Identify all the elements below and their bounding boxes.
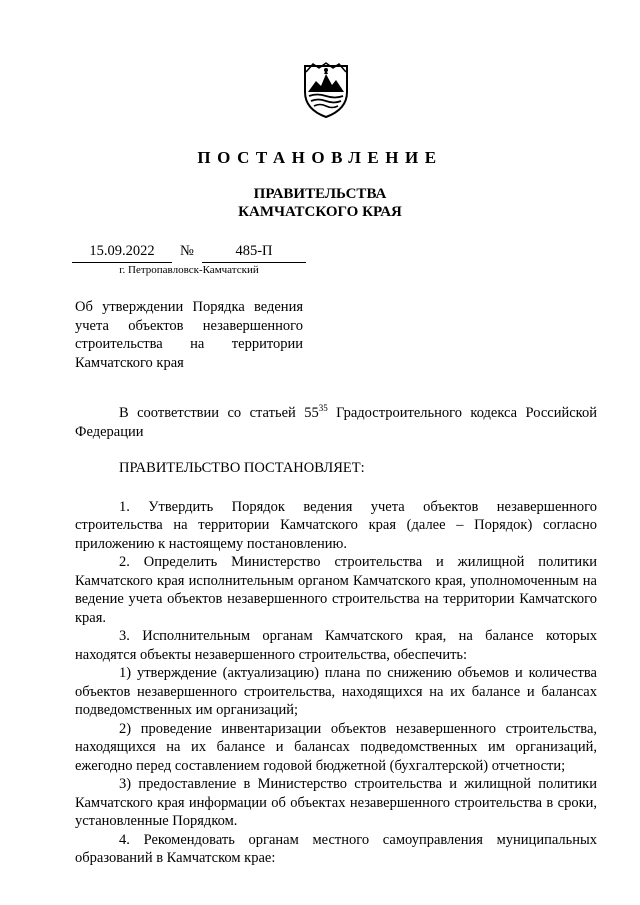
paragraph-3: 3. Исполнительным органам Камчатского края, на балансе которых находятся объекты незавершенного строительства, обеспечить: bbox=[75, 628, 597, 663]
number-sign: № bbox=[180, 243, 194, 259]
issuer-line-1: ПРАВИТЕЛЬСТВА bbox=[253, 186, 387, 202]
document-date: 15.09.2022 bbox=[89, 243, 155, 259]
place-of-issue: г. Петропавловск-Камчатский bbox=[119, 264, 259, 276]
preamble-text-continued: Градостроительного кодекса Российской Федерации bbox=[75, 405, 597, 440]
document-subject: Об утверждении Порядка ведения учета объектов незавершенного строительства на территории Камчатского края bbox=[75, 299, 303, 371]
article-superscript: 35 bbox=[318, 403, 328, 414]
document-type-title: ПОСТАНОВЛЕНИЕ bbox=[197, 148, 443, 167]
preamble bbox=[75, 404, 597, 441]
document-number: 485-П bbox=[235, 243, 273, 259]
subparagraph-3-3: 3) предоставление в Министерство строительства и жилищной политики Камчатского края информации об объектах незавершенного строительства в сроки, установленные Порядком. bbox=[75, 776, 597, 829]
paragraph-2: 2. Определить Министерство строительства и жилищной политики Камчатского края исполнительным органом Камчатского края, уполномоченным на ведение учета объектов незавершенного строительства на территории Камчатского края. bbox=[75, 554, 597, 626]
decree-heading: ПРАВИТЕЛЬСТВО ПОСТАНОВЛЯЕТ: bbox=[119, 460, 365, 476]
number-underline bbox=[202, 262, 306, 263]
paragraph-1: 1. Утвердить Порядок ведения учета объектов незавершенного строительства на территории Камчатского края (далее – Порядок) согласно приложению к настоящему постановлению. bbox=[75, 498, 597, 552]
document-body bbox=[75, 404, 597, 868]
issuer-line-2: КАМЧАТСКОГО КРАЯ bbox=[238, 204, 402, 220]
subparagraph-3-1: 1) утверждение (актуализацию) плана по снижению объемов и количества объектов незавершенного строительства, находящихся на их балансе и балансах подведомственных им организаций; bbox=[75, 665, 597, 718]
date-underline bbox=[72, 262, 172, 263]
paragraph-4: 4. Рекомендовать органам местного самоуправления муниципальных образований в Камчатском крае: bbox=[75, 831, 597, 866]
subparagraph-3-2: 2) проведение инвентаризации объектов незавершенного строительства, находящихся на их балансе и балансах подведомственных им организаций, ежегодно перед составлением годовой бюджетной (бухгалтерской) отчетности; bbox=[75, 720, 597, 774]
coat-of-arms-emblem bbox=[303, 62, 349, 118]
preamble-text: В соответствии со статьей 55 bbox=[119, 405, 319, 421]
